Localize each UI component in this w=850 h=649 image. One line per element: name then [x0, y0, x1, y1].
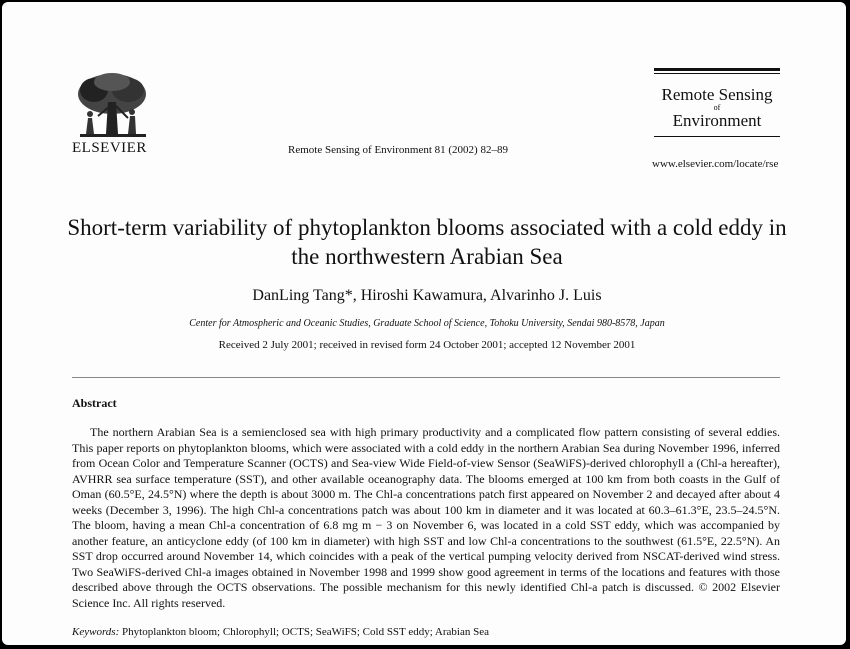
masthead-rule-top: [654, 68, 780, 71]
masthead-rule-thin: [654, 73, 780, 74]
journal-url[interactable]: www.elsevier.com/locate/rse: [652, 158, 779, 170]
abstract-body: The northern Arabian Sea is a semienclosed sea with high primary productivity and a complicated flow pattern consisting of several eddies. This paper reports on phytoplankton blooms, which were associated with a cold eddy in the northern Arabian Sea during November 1996, inferred from Ocean Color and Temperature Scanner (OCTS) and Sea-view Wide Field-of-view Sensor (SeaWiFS)-derived chlorophyll a (Chl-a hereafter), AVHRR sea surface temperature (SST), and other available oceanography data. The blooms emerged at 100 km from both coasts in the Gulf of Oman (60.5°E, 24.5°N) where the depth is about 3000 m. The Chl-a concentrations patch first appeared on November 2 and decayed after about 4 weeks (December 3, 1996). The high Chl-a concentrations patch was about 100 km in diameter and it was located at 60.3–61.3°E, 23.5–24.5°N. The bloom, having a mean Chl-a concentration of 6.8 mg m − 3 on November 6, was located in a cold SST eddy, which was accompanied by another feature, an anticyclone eddy (of 100 km in diameter) with high SST and low Chl-a concentrations to the southwest (61.5°E, 22.5°N). An SST drop occurred around November 14, which coincides with a peak of the vertical pumping velocity derived from NSCAT-derived wind stress. Two SeaWiFS-derived Chl-a images obtained in November 1998 and 1999 show good agreement in terms of the locations and features with those described above through the OCTS observations. The possible mechanism for this newly identified Chl-a patch is discussed. © 2002 Elsevier Science Inc. All rights reserved.: [72, 425, 780, 610]
masthead-title-line1: Remote Sensing: [661, 85, 773, 104]
received-dates: Received 2 July 2001; received in revised form 24 October 2001; accepted 12 November 2001: [218, 339, 636, 351]
masthead-title-line2: Environment: [672, 111, 762, 130]
article-title: Short-term variability of phytoplankton blooms associated with a cold eddy in the northwestern Arabian Sea: [67, 215, 787, 269]
article-authors: DanLing Tang*, Hiroshi Kawamura, Alvarinho J. Luis: [252, 287, 602, 304]
section-divider: [72, 377, 780, 378]
journal-reference: Remote Sensing of Environment 81 (2002) 82–89: [288, 144, 508, 156]
publisher-name: ELSEVIER: [72, 140, 147, 156]
masthead-rule-bottom: [654, 136, 780, 137]
keywords-value: Phytoplankton bloom; Chlorophyll; OCTS; SeaWiFS; Cold SST eddy; Arabian Sea: [122, 626, 489, 638]
paper-page: [2, 2, 846, 645]
author-affiliation: Center for Atmospheric and Oceanic Studies, Graduate School of Science, Tohoku University, Sendai 980-8578, Japan: [189, 318, 665, 329]
keywords-label: Keywords:: [72, 626, 120, 638]
masthead-title-of: of: [713, 103, 721, 112]
journal-masthead: [654, 68, 780, 137]
abstract-heading: Abstract: [72, 396, 117, 410]
keywords-line: [72, 626, 780, 638]
